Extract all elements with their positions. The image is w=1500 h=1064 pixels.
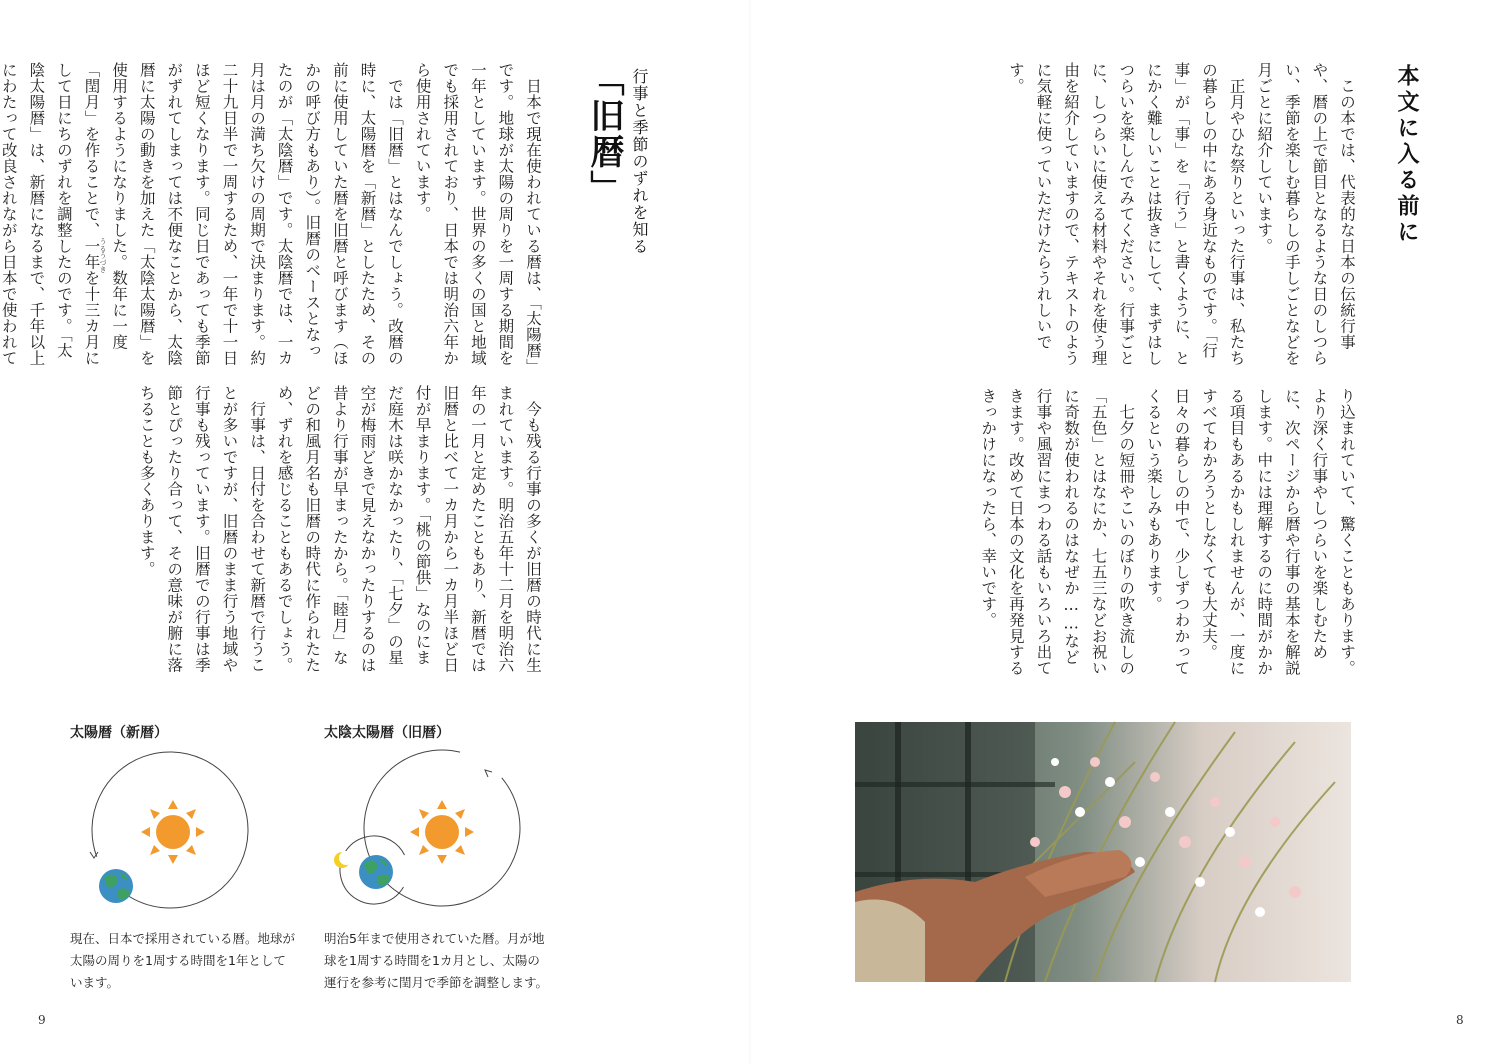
left-paragraph-4: 行事は、日付を合わせて新暦で行うことが多いですが、旧暦のまま行う地域や行事も残っています。旧暦での行事は季節とぴったり合って、その意味が腑に落ちることも多くあります。 bbox=[137, 385, 267, 673]
photo-illustration bbox=[855, 722, 1351, 982]
moon-icon bbox=[334, 851, 353, 868]
solar-diagram-caption bbox=[70, 928, 295, 994]
right-paragraph-3-cont: り込まれていて、驚くこともあります。より深く行事やしつらいを楽しむために、次ページから暦や行事の基本を解説します。中には理解するのに時間がかかる項目もあるかもしれませんが、一度にすべてわかろうとしなくても大丈夫。日々の暮らしの中で、少しずつわかってくるという楽しみもあります。 bbox=[1144, 388, 1356, 676]
ruby-uruuzuki: うるうづき bbox=[99, 238, 107, 273]
book-gutter bbox=[749, 0, 751, 1064]
sun-icon bbox=[141, 800, 205, 864]
solar-diagram-title: 太陽暦（新暦） bbox=[70, 725, 168, 741]
solar-orbit-arrow bbox=[90, 852, 98, 858]
right-page-body-upper bbox=[848, 62, 1360, 374]
page-number-right: 8 bbox=[1456, 1013, 1464, 1027]
left-paragraph-2: では「旧暦」とはなんでしょう。改暦の時に、太陽暦を「新暦」としたため、その前に使用していた暦を旧暦と呼びます（ほかの呼び方もあり）。旧暦のベースとなったのが「太陰暦」です。太陰暦では、一カ月は月の満ち欠けの周期で決まります。約二十九日半で一周するため、一年で十一日ほど短くなります。同じ日であっても季節がずれてしまっては不便なことから、太陰暦に太陽の動きを加えた「太陰太陽暦」を使用するようになりました。数年に一度「閏月」を作ることで、一年を十三カ月にして日にちのずれを調整したのです。「太陰太陽暦」は、新暦になるまで、千年以上にわたって改良されながら日本で使われて bbox=[0, 62, 405, 366]
solar-caption-line: います。 bbox=[70, 975, 120, 990]
hina-decoration-photo bbox=[855, 722, 1351, 982]
left-paragraph-3: 今も残る行事の多くが旧暦の時代に生まれています。明治五年十二月を明治六年の一月と定めたこともあり、新暦では旧暦と比べて一カ月から一カ月半ほど日付が早まります。「桃の節供」なのにまだ庭木は咲かなかったり、「七夕」の星空が梅雨どきで見えなかったりするのは昔より行事が早まったから。「睦月」などの和風月名も旧暦の時代に作られたため、ずれを感じることもあるでしょう。 bbox=[275, 385, 542, 673]
lunisolar-caption-line: 球を1周する時間を1カ月とし、太陽の bbox=[324, 953, 540, 968]
right-paragraph-1: この本では、代表的な日本の伝統行事や、暦の上で節目となるような日のしつらい、季節を楽しむ暮らしの手しごとなどを月ごとに紹介しています。 bbox=[1255, 62, 1356, 366]
right-page-body-lower bbox=[958, 388, 1360, 678]
solar-caption-line: 現在、日本で採用されている暦。地球が bbox=[70, 931, 296, 946]
solar-diagram bbox=[70, 752, 270, 912]
lunisolar-orbit-arrow bbox=[485, 770, 492, 777]
left-page-body-upper bbox=[0, 62, 546, 374]
earth-icon bbox=[99, 869, 133, 903]
page-number-left: 9 bbox=[38, 1013, 46, 1027]
left-page-heading: 「旧暦」 bbox=[584, 62, 624, 206]
earth-icon bbox=[359, 855, 393, 889]
left-page-subheading: 行事と季節のずれを知る bbox=[630, 68, 649, 255]
lunisolar-diagram-title: 太陰太陽暦（旧暦） bbox=[324, 725, 450, 741]
right-paragraph-2: 正月やひな祭りといった行事は、私たちの暮らしの中にある身近なものです。「行事」が「事」を「行う」と書くように、とにかく難しいことは抜きにして、まずはしつらいを楽しんでみてください。行事ごとに、しつらいに使える材料やそれを使う理由を紹介していますので、テキストのように気軽に使っていただけたらうれしいです。 bbox=[1006, 62, 1246, 366]
lunisolar-caption-line: 明治5年まで使用されていた暦。月が地 bbox=[324, 931, 545, 946]
right-paragraph-4: 七夕の短冊やこいのぼりの吹き流しの「五色」とはなにか、七五三などお祝いに奇数が使われるのはなぜか……など行事や風習にまつわる話もいろいろ出てきます。改めて日本の文化を再発見するきっかけになったら、幸いです。 bbox=[979, 388, 1136, 676]
left-paragraph-1: 日本で現在使われている暦は、「太陽暦」です。地球が太陽の周りを一周する期間を一年としています。世界の多くの国と地域でも採用されており、日本では明治六年から使用されています。 bbox=[413, 62, 542, 374]
solar-caption-line: 太陽の周りを1周する時間を1年として bbox=[70, 953, 286, 968]
right-page-heading: 本文に入る前に bbox=[1394, 64, 1420, 246]
left-page-body-lower bbox=[66, 385, 546, 675]
lunisolar-diagram-caption bbox=[324, 928, 548, 994]
lunisolar-diagram bbox=[324, 746, 534, 916]
lunisolar-caption-line: 運行を参考に閏月で季節を調整します。 bbox=[324, 975, 549, 990]
sun-icon bbox=[410, 800, 474, 864]
